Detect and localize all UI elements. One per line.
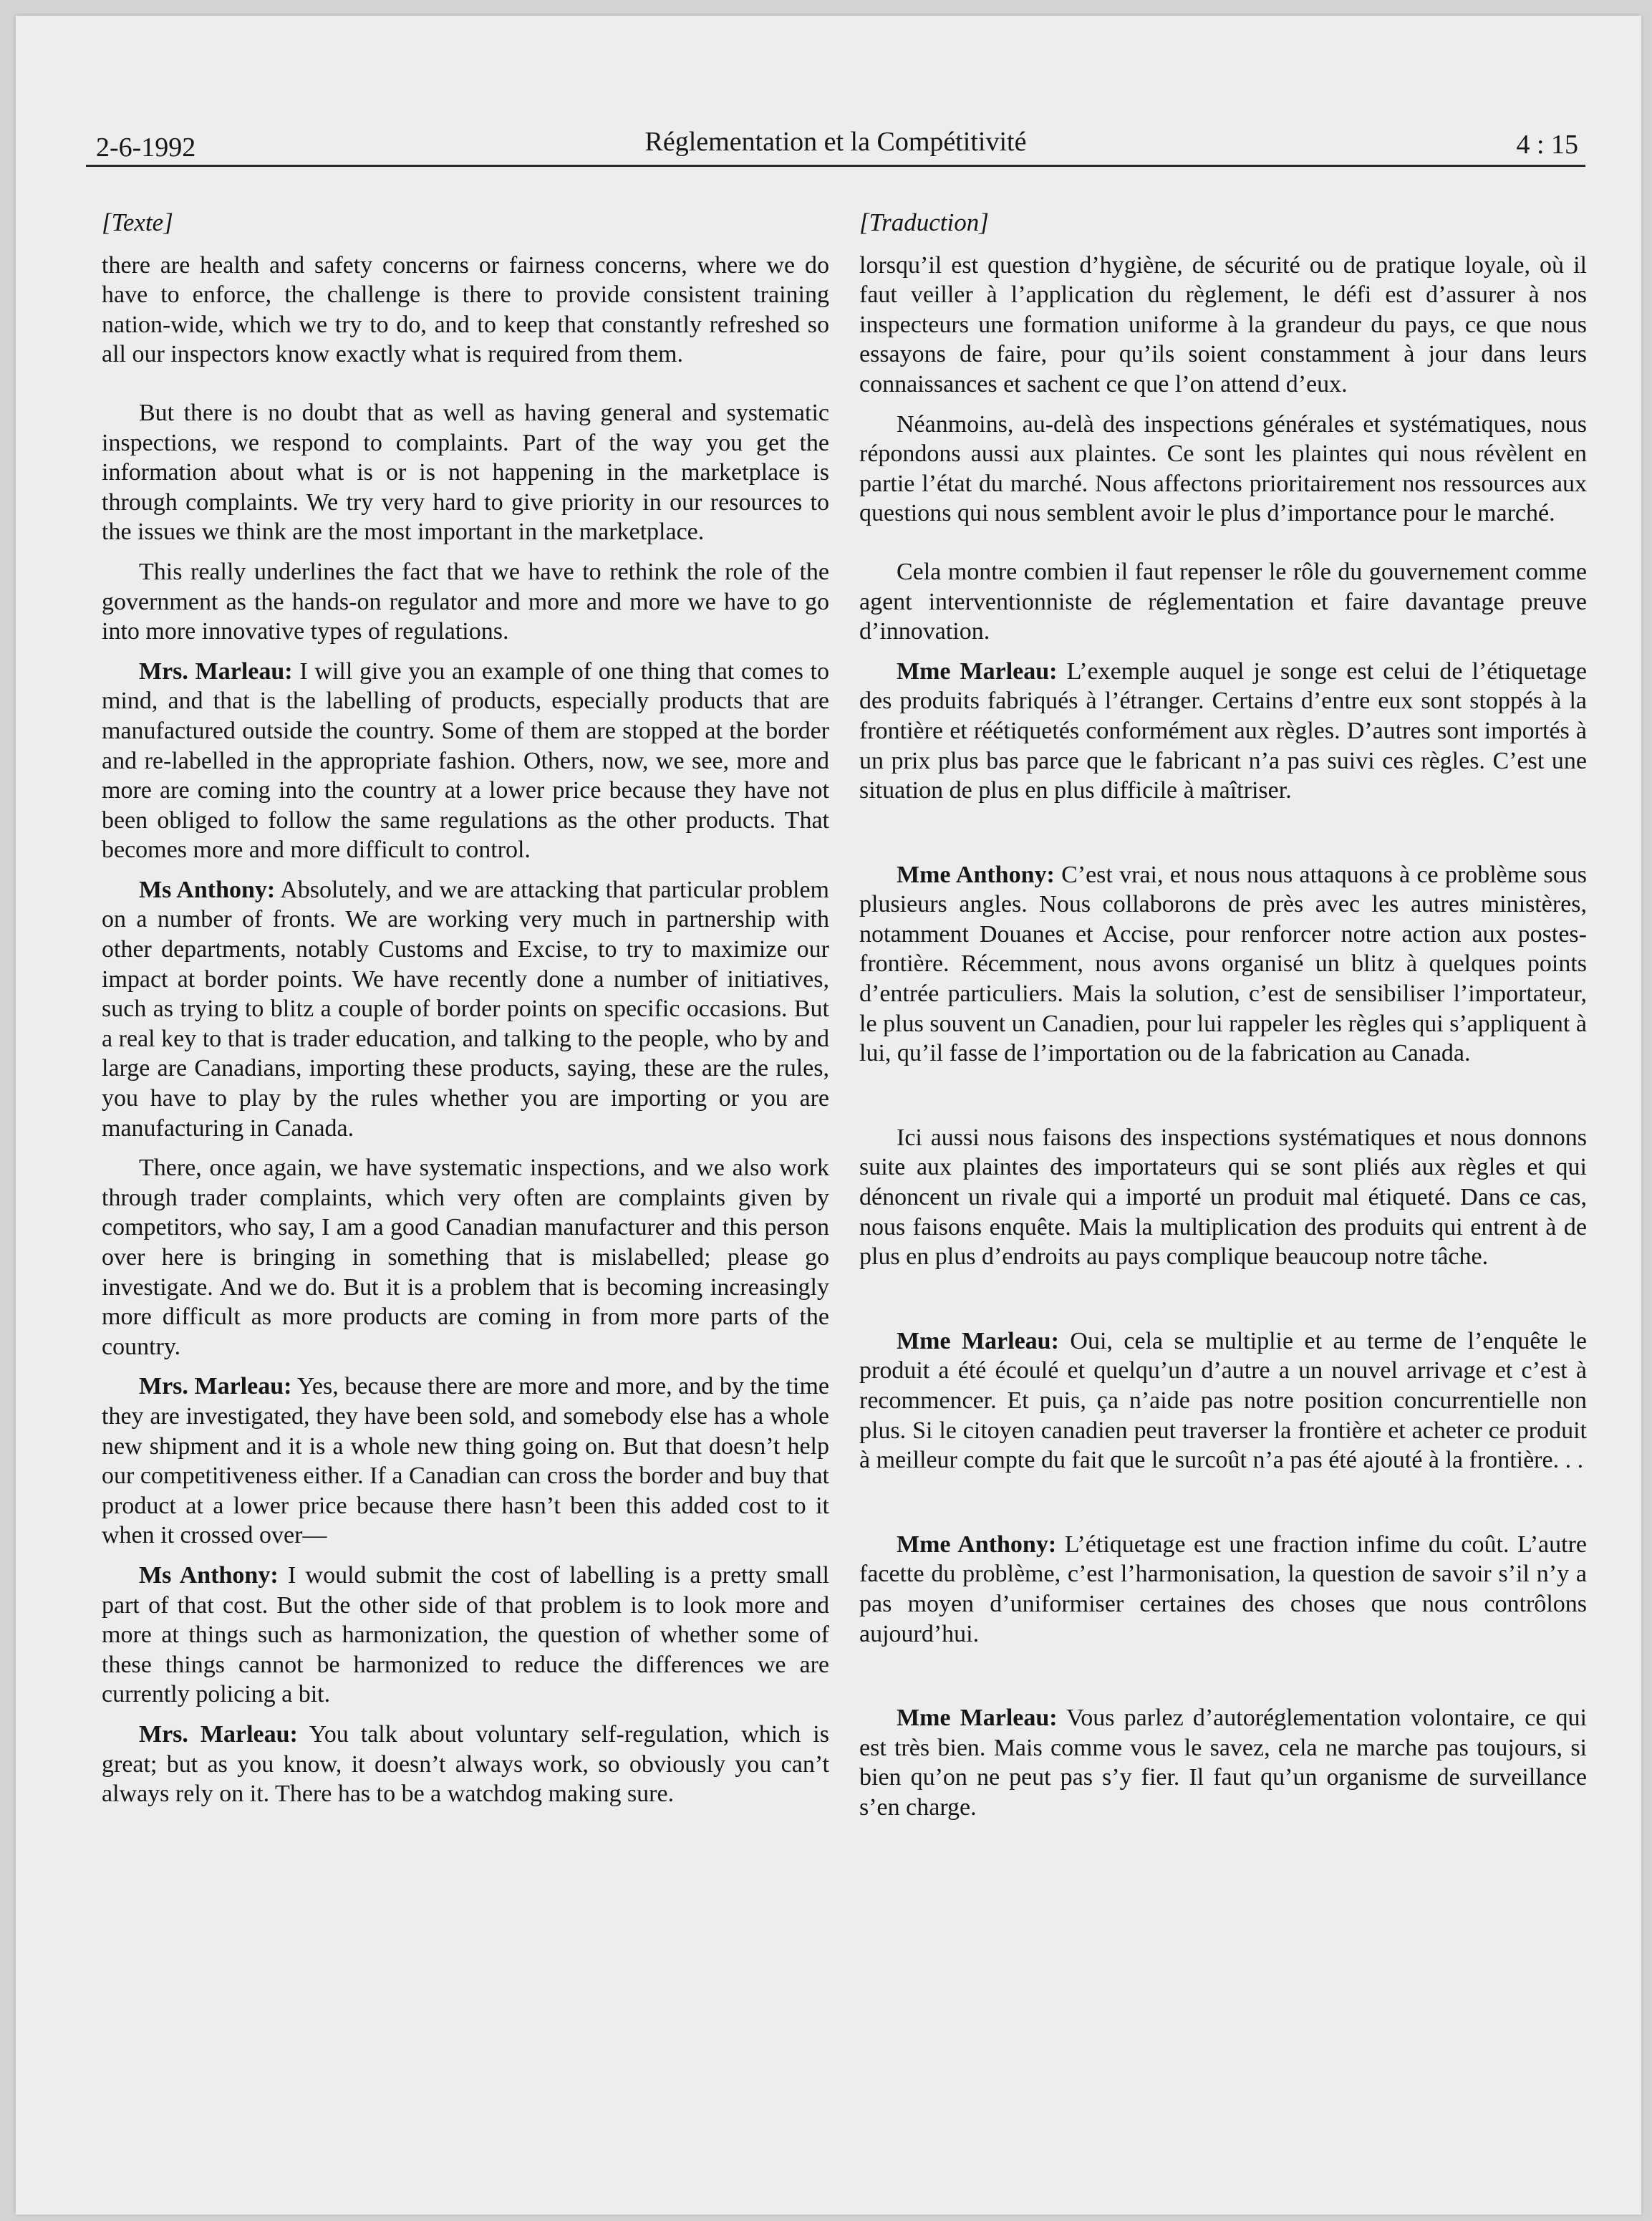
english-column xyxy=(102,208,829,1809)
speaker-name: Mme Marleau: xyxy=(897,1705,1058,1732)
paragraph-text: I would submit the cost of labelling is a pretty small part of that cost. But the other side of that problem is to look more and more at things such as harmonization, the question of whether some of these things cannot be harmonized to reduce the differences we are currently policing a bit. xyxy=(102,1561,830,1708)
paragraph-text: lorsqu’il est question d’hygiène, de sécurité ou de pratique loyale, où il faut veiller à l’application du règlement, le défi est d’assurer à nos inspecteurs une formation uniforme à la grandeur du pays, ce que nous essayons de faire, pour qu’ils soient constamment à jour dans leurs connaissances et sachent ce que l’on attend d’eux. xyxy=(859,251,1587,398)
speaker-name: Mme Marleau: xyxy=(897,1327,1059,1354)
speech-paragraph xyxy=(102,1372,829,1551)
document-page xyxy=(16,16,1641,2215)
paragraph-text: This really underlines the fact that we have to rethink the role of the government as the hands-on regulator and more and more we have to go into more innovative types of regulations. xyxy=(102,558,829,645)
paragraph xyxy=(102,1153,829,1362)
paragraph-text: L’exemple auquel je songe est celui de l’étiquetage des produits fabriqués à l’étranger. Certains d’entre eux sont stoppés à la frontière et réétiquetés conformément aux règles. D’autres sont importés à un prix plus bas parce que le fabricant n’a pas suivi ces règles. C’est une situation de plus en plus difficile à maîtriser. xyxy=(859,657,1587,804)
paragraph xyxy=(102,398,829,547)
header-title: Réglementation et la Compétitivité xyxy=(644,127,1027,157)
speech-paragraph xyxy=(859,860,1587,1069)
paragraph-text: C’est vrai, et nous nous attaquons à ce problème sous plusieurs angles. Nous collaborons de près avec les autres ministères, notamment Douanes et Accise, pour renforcer notre action aux postes-frontière. Récemment, nous avons organisé un blitz à quelques points d’entrée particuliers. Mais la solution, c’est de sensibiliser l’importateur, le plus souvent un Canadien, pour lui rappeler les règles qui s’appliquent à lui, qu’il fasse de l’importation ou de la fabrication au Canada. xyxy=(859,861,1587,1067)
paragraph-text: Oui, cela se multiplie et au terme de l’enquête le produit a été écoulé et quelqu’un d’autre a un nouvel arrivage et c’est à recommencer. Et puis, ça n’aide pas notre position concurrentielle non plus. Si le citoyen canadien peut traverser la frontière et acheter ce produit à meilleur compte du fait que le surcoût n’a pas été ajouté à la frontière. . . xyxy=(859,1327,1587,1474)
speech-paragraph xyxy=(859,1530,1587,1649)
paragraph-text: But there is no doubt that as well as having general and systematic inspections, we respond to complaints. Part of the way you get the information about what is or is not happening in the marketplace is through complaints. We try very hard to give priority in our resources to the issues we think are the most important in the marketplace. xyxy=(102,399,829,546)
speaker-name: Mme Marleau: xyxy=(897,657,1058,685)
paragraph xyxy=(859,410,1587,529)
paragraph-text: There, once again, we have systematic inspections, and we also work through trader complaints, which very often are complaints given by competitors, who say, I am a good Canadian manufacturer and this person over here is bringing in something that is mislabelled; please go investigate. And we do. But it is a problem that is becoming increasingly more difficult as more products are coming in from more parts of the country. xyxy=(102,1155,829,1360)
speaker-name: Mme Anthony: xyxy=(897,1531,1057,1558)
speaker-name: Mme Anthony: xyxy=(897,861,1055,888)
speech-paragraph xyxy=(102,1720,829,1809)
paragraph xyxy=(859,1123,1587,1272)
paragraph xyxy=(102,251,829,370)
speech-paragraph xyxy=(859,1703,1587,1822)
language-marker-french: [Traduction] xyxy=(859,208,989,236)
paragraph xyxy=(859,557,1587,647)
language-marker-english: [Texte] xyxy=(102,208,173,236)
paragraph-text: Néanmoins, au-delà des inspections générales et systématiques, nous répondons aussi aux plaintes. Ce sont les plaintes qui nous révèlent en partie l’état du marché. Nous affectons prioritairement nos ressources aux questions qui nous semblent avoir le plus d’importance pour le marché. xyxy=(859,410,1587,527)
paragraph-text: Cela montre combien il faut repenser le rôle du gouvernement comme agent interventionniste de réglementation et faire davantage preuve d’innovation. xyxy=(859,558,1587,645)
header-date: 2-6-1992 xyxy=(96,133,196,163)
speech-paragraph xyxy=(859,1326,1587,1475)
speech-paragraph xyxy=(102,657,829,865)
speech-paragraph xyxy=(102,1561,829,1710)
header-page-number: 4 : 15 xyxy=(1516,130,1578,160)
french-column xyxy=(859,208,1587,1823)
speaker-name: Ms Anthony: xyxy=(139,1561,279,1589)
paragraph-text: Ici aussi nous faisons des inspections systématiques et nous donnons suite aux plaintes des importateurs qui se sont pliés aux règles et qui dénoncent un rivale qui a importé un produit mal étiqueté. Dans ce cas, nous faisons enquête. Mais la multiplication des produits qui entrent à de plus en plus d’endroits au pays complique beaucoup notre tâche. xyxy=(859,1124,1587,1271)
paragraph xyxy=(102,557,829,647)
speaker-name: Mrs. Marleau: xyxy=(139,1373,292,1400)
paragraph-text: L’étiquetage est une fraction infime du coût. L’autre facette du problème, c’est l’harmonisation, la question de savoir s’il n’y a pas moyen d’uniformiser certaines des choses que nous contrôlons aujourd’hui. xyxy=(859,1531,1587,1647)
paragraph-text: You talk about voluntary self-regulation, which is great; but as you know, it doesn’t always work, so obviously you can’t always rely on it. There has to be a watchdog making sure. xyxy=(102,1720,829,1808)
paragraph-text: Absolutely, and we are attacking that particular problem on a number of fronts. We are working very much in partnership with other departments, notably Customs and Excise, to try to maximize our impact at border points. We have recently done a number of initiatives, such as trying to blitz a couple of border points on specific occasions. But a real key to that is trader education, and talking to the people, who by and large are Canadians, importing these products, saying, these are the rules, you have to play by the rules whether you are importing or you are manufacturing in Canada. xyxy=(102,876,829,1142)
speech-paragraph xyxy=(859,657,1587,806)
speech-paragraph xyxy=(102,875,829,1143)
paragraph-text: there are health and safety concerns or fairness concerns, where we do have to enforce, the challenge is there to provide consistent training nation-wide, which we try to do, and to keep that constantly refreshed so all our inspectors know exactly what is required from them. xyxy=(102,251,829,368)
speaker-name: Mrs. Marleau: xyxy=(139,1720,298,1748)
paragraph xyxy=(859,251,1587,400)
paragraph-text: Yes, because there are more and more, and by the time they are investigated, they have been sold, and somebody else has a whole new shipment and it is a whole new thing going on. But that doesn’t help our competitiveness either. If a Canadian can cross the border and buy that product at a lower price because there hasn’t been this added cost to it when it crossed over— xyxy=(102,1373,829,1549)
paragraph-text: I will give you an example of one thing that comes to mind, and that is the labelling of products, especially products that are manufactured outside the country. Some of them are stopped at the border and re-labelled in the appropriate fashion. Others, now, we see, more and more are coming into the country at a lower price because they have not been obliged to follow the same regulations as the other products. That becomes more and more difficult to control. xyxy=(102,657,829,864)
speaker-name: Mrs. Marleau: xyxy=(139,657,293,685)
page-header xyxy=(86,122,1585,167)
paragraph-text: Vous parlez d’autoréglementation volontaire, ce qui est très bien. Mais comme vous le savez, cela ne marche pas toujours, si bien qu’on ne peut pas s’y fier. Il faut qu’un organisme de surveillance s’en charge. xyxy=(859,1705,1587,1821)
speaker-name: Ms Anthony: xyxy=(139,876,276,903)
